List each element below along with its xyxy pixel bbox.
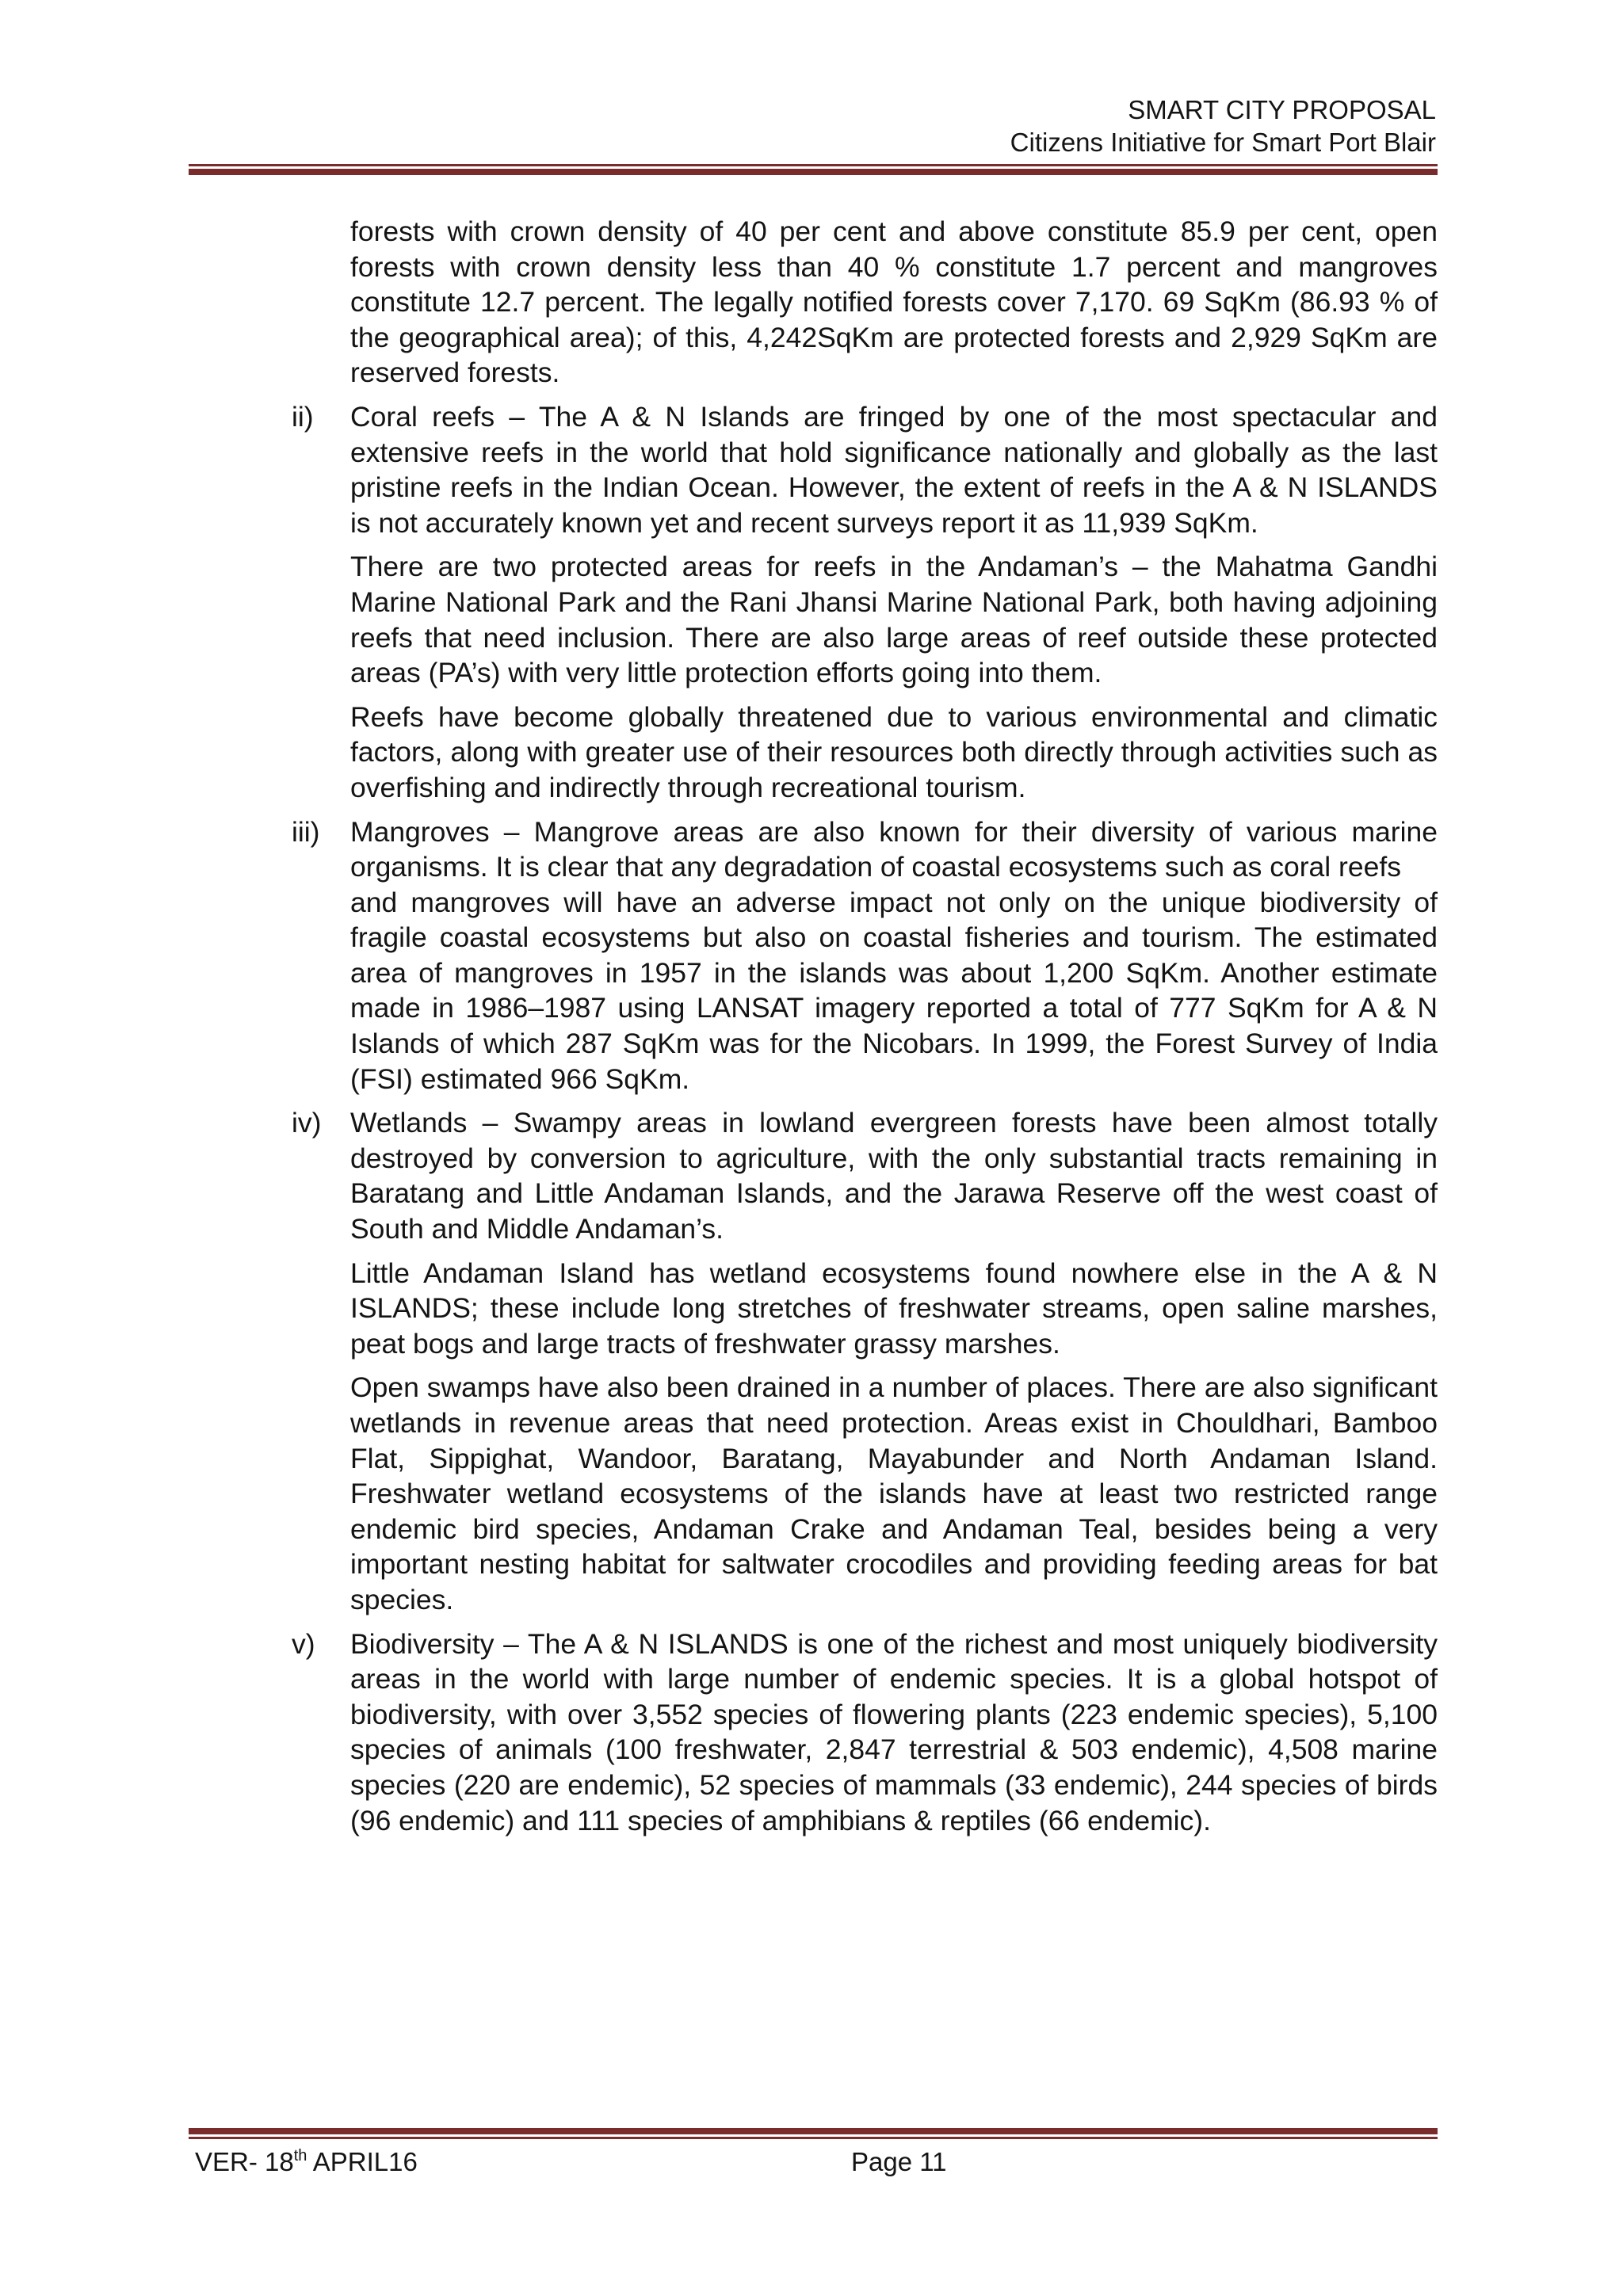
section-marker: ii) [292,400,314,433]
section-mangroves [292,814,1438,1097]
document-body [292,214,1438,1847]
section-wetlands [292,1105,1438,1617]
section-forests [292,214,1438,391]
section-coral-reefs [292,399,1438,806]
paragraph: Reefs have become globally threatened due to various environmental and climatic factors, along with greater use of their resources both directly through activities such as overfishing and indirectly through recreational tourism. [350,700,1438,803]
section-marker: iii) [292,815,320,848]
paragraph: and mangroves will have an adverse impact not only on the unique biodiversity of fragile coastal ecosystems but also on coastal fisheries and tourism. The estimated area of mangroves in 1957 in the islands was about 1,200 SqKm. Another estimate made in 1986–1987 using LANSAT imagery reported a total of 777 SqKm for A & N Islands of which 287 SqKm was for the Nicobars. In 1999, the Forest Survey of India (FSI) estimated 966 SqKm. [350,886,1438,1095]
paragraph: Little Andaman Island has wetland ecosystems found nowhere else in the A & N ISLANDS; these include long stretches of freshwater streams, open saline marshes, peat bogs and large tracts of freshwater grassy marshes. [350,1257,1438,1360]
section-biodiversity [292,1627,1438,1839]
paragraph: Coral reefs – The A & N Islands are fringed by one of the most spectacular and extensive reefs in the world that hold significance nationally and globally as the last pristine reefs in the Indian Ocean. However, the extent of reefs in the A & N ISLANDS is not accurately known yet and recent surveys report it as 11,939 SqKm. [350,400,1438,539]
paragraph: Mangroves – Mangrove areas are also known for their diversity of various marine organisms. It is clear that any degradation of coastal ecosystems such as coral reefs [350,815,1438,883]
paragraph: forests with crown density of 40 per cent and above constitute 85.9 per cent, open forests with crown density less than 40 % constitute 1.7 percent and mangroves constitute 12.7 percent. The legally notified forests cover 7,170. 69 SqKm (86.93 % of the geographical area); of this, 4,242SqKm are protected forests and 2,929 SqKm are reserved forests. [350,215,1438,389]
header-rule [189,164,1438,175]
footer-rule [189,2128,1438,2139]
paragraph: Biodiversity – The A & N ISLANDS is one of the richest and most uniquely biodiversity areas in the world with large number of endemic species. It is a global hotspot of biodiversity, with over 3,552 species of flowering plants (223 endemic species), 5,100 species of animals (100 freshwater, 2,847 terrestrial & 503 endemic), 4,508 marine species (220 are endemic), 52 species of mammals (33 endemic), 244 species of birds (96 endemic) and 111 species of amphibians & reptiles (66 endemic). [350,1627,1438,1836]
paragraph: Wetlands – Swampy areas in lowland evergreen forests have been almost totally destroyed by conversion to agriculture, with the only substantial tracts remaining in Baratang and Little Andaman Islands, and the Jarawa Reserve off the west coast of South and Middle Andaman’s. [350,1107,1438,1245]
header-subtitle: Citizens Initiative for Smart Port Blair [1010,128,1436,157]
section-marker: iv) [292,1107,322,1139]
page-header [247,93,1436,158]
header-title: SMART CITY PROPOSAL [1128,95,1436,124]
section-marker: v) [292,1627,315,1660]
version-label: VER- 18th APRIL16 [195,2147,418,2176]
paragraph: Open swamps have also been drained in a number of places. There are also significant wetlands in revenue areas that need protection. Areas exist in Chouldhari, Bamboo Flat, Sippighat, Wandoor, Baratang, Mayabunder and North Andaman Island. Freshwater wetland ecosystems of the islands have at least two restricted range endemic bird species, Andaman Crake and Andaman Teal, besides being a very important nesting habitat for saltwater crocodiles and providing feeding areas for bat species. [350,1371,1438,1615]
page-number: Page 11 [851,2147,947,2176]
paragraph: There are two protected areas for reefs in the Andaman’s – the Mahatma Gandhi Marine National Park and the Rani Jhansi Marine National Park, both having adjoining reefs that need inclusion. There are also large areas of reef outside these protected areas (PA’s) with very little protection efforts going into them. [350,551,1438,689]
